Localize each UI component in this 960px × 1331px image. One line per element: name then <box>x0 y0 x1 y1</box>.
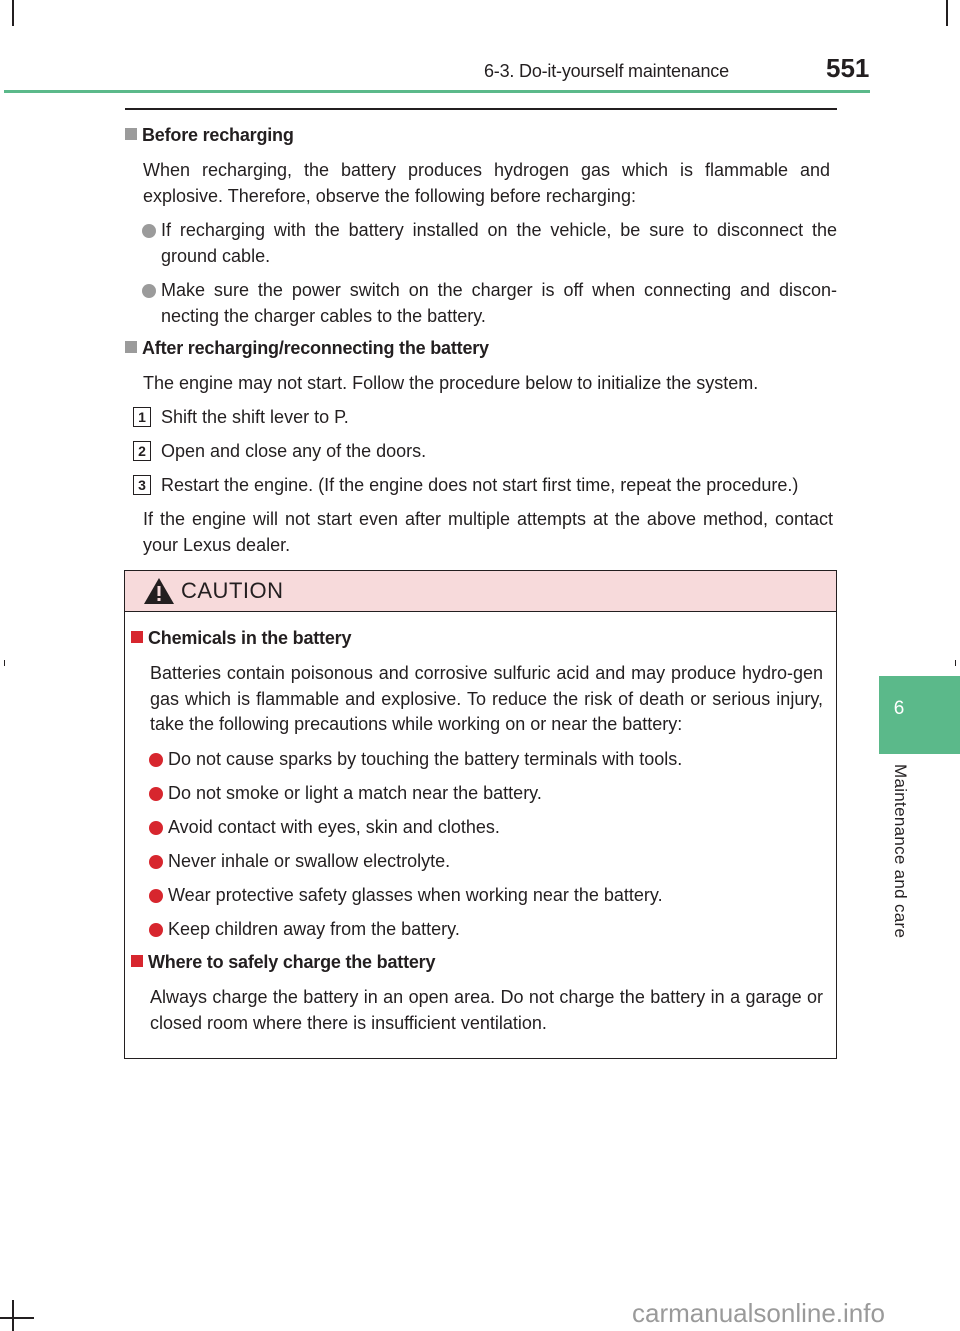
caution-heading-text: Where to safely charge the battery <box>148 952 436 972</box>
step-number-box: 3 <box>133 475 151 495</box>
list-item <box>168 849 823 875</box>
square-marker-icon <box>125 341 137 353</box>
step-text: Restart the engine. (If the engine does not start first time, repeat the procedure.) <box>161 475 799 495</box>
step-number-box: 2 <box>133 441 151 461</box>
chapter-tab <box>879 676 960 754</box>
list-item-text: Do not smoke or light a match near the battery. <box>168 783 542 803</box>
step-item <box>138 405 831 431</box>
bullet-icon <box>149 923 163 937</box>
crop-mark <box>12 1300 14 1331</box>
header-rule <box>4 90 870 93</box>
square-marker-icon <box>131 955 143 967</box>
section-heading-after-recharging <box>125 338 489 359</box>
before-recharging-intro: When recharging, the battery produces hydrogen gas which is flammable and explosive. Therefore, observe the following before recharging: <box>143 160 830 206</box>
list-item <box>168 747 823 773</box>
crop-mark <box>4 660 5 666</box>
list-item <box>161 218 837 269</box>
chemicals-intro: Batteries contain poisonous and corrosive sulfuric acid and may produce hydro-gen gas which is flammable and explosive. To reduce the risk of death or serious injury, take the following precautions while working on or near the battery: <box>150 663 823 734</box>
square-marker-icon <box>125 128 137 140</box>
square-marker-icon <box>131 631 143 643</box>
step-text: Open and close any of the doors. <box>161 441 427 461</box>
section-heading-text: Before recharging <box>142 125 294 145</box>
bullet-icon <box>149 753 163 767</box>
list-item-text: Wear protective safety glasses when working near the battery. <box>168 885 663 905</box>
list-item-text: Never inhale or swallow electrolyte. <box>168 851 451 871</box>
section-heading-text: After recharging/reconnecting the battery <box>142 338 489 358</box>
step-text: Shift the shift lever to P. <box>161 407 349 427</box>
list-item-text: If recharging with the battery installed on the vehicle, be sure to disconnect the ground cable. <box>161 220 837 266</box>
chapter-number: 6 <box>893 698 905 719</box>
crop-mark <box>12 0 14 26</box>
bullet-icon <box>149 787 163 801</box>
crop-mark <box>946 0 948 26</box>
caution-box <box>124 570 837 1059</box>
list-item-text: Make sure the power switch on the charger is off when connecting and discon-necting the charger cables to the battery. <box>161 280 837 326</box>
chapter-label: Maintenance and care <box>891 764 910 939</box>
list-item-text: Avoid contact with eyes, skin and clothes. <box>168 817 500 837</box>
content-rule <box>125 108 837 110</box>
header-section-title: 6-3. Do-it-yourself maintenance <box>484 61 729 81</box>
caution-title: CAUTION <box>181 578 284 603</box>
warning-triangle-icon <box>143 577 175 605</box>
bullet-icon <box>149 889 163 903</box>
step-number-box: 1 <box>133 407 151 427</box>
after-recharging-outro: If the engine will not start even after multiple attempts at the above method, contact your Lexus dealer. <box>143 509 833 555</box>
step-item <box>138 439 831 465</box>
list-item <box>168 815 823 841</box>
after-recharging-intro: The engine may not start. Follow the procedure below to initialize the system. <box>143 373 759 393</box>
list-item-text: Do not cause sparks by touching the battery terminals with tools. <box>168 749 683 769</box>
bullet-icon <box>142 284 156 298</box>
bullet-icon <box>142 224 156 238</box>
list-item <box>161 278 837 329</box>
caution-heading-where-to-charge <box>131 952 435 973</box>
caution-header <box>125 571 836 612</box>
crop-mark <box>955 660 956 666</box>
list-item <box>168 917 823 943</box>
watermark: carmanualsonline.info <box>632 1298 885 1328</box>
caution-heading-text: Chemicals in the battery <box>148 628 352 648</box>
bullet-icon <box>149 821 163 835</box>
step-item <box>138 473 831 499</box>
list-item-text: Keep children away from the battery. <box>168 919 460 939</box>
bullet-icon <box>149 855 163 869</box>
section-heading-before-recharging <box>125 125 294 146</box>
where-to-charge-text: Always charge the battery in an open area. Do not charge the battery in a garage or closed room where there is insufficient ventilation. <box>150 987 823 1033</box>
crop-mark <box>0 1317 34 1319</box>
page-number: 551 <box>826 53 870 83</box>
list-item <box>168 883 823 909</box>
caution-heading-chemicals <box>131 628 351 649</box>
list-item <box>168 781 823 807</box>
